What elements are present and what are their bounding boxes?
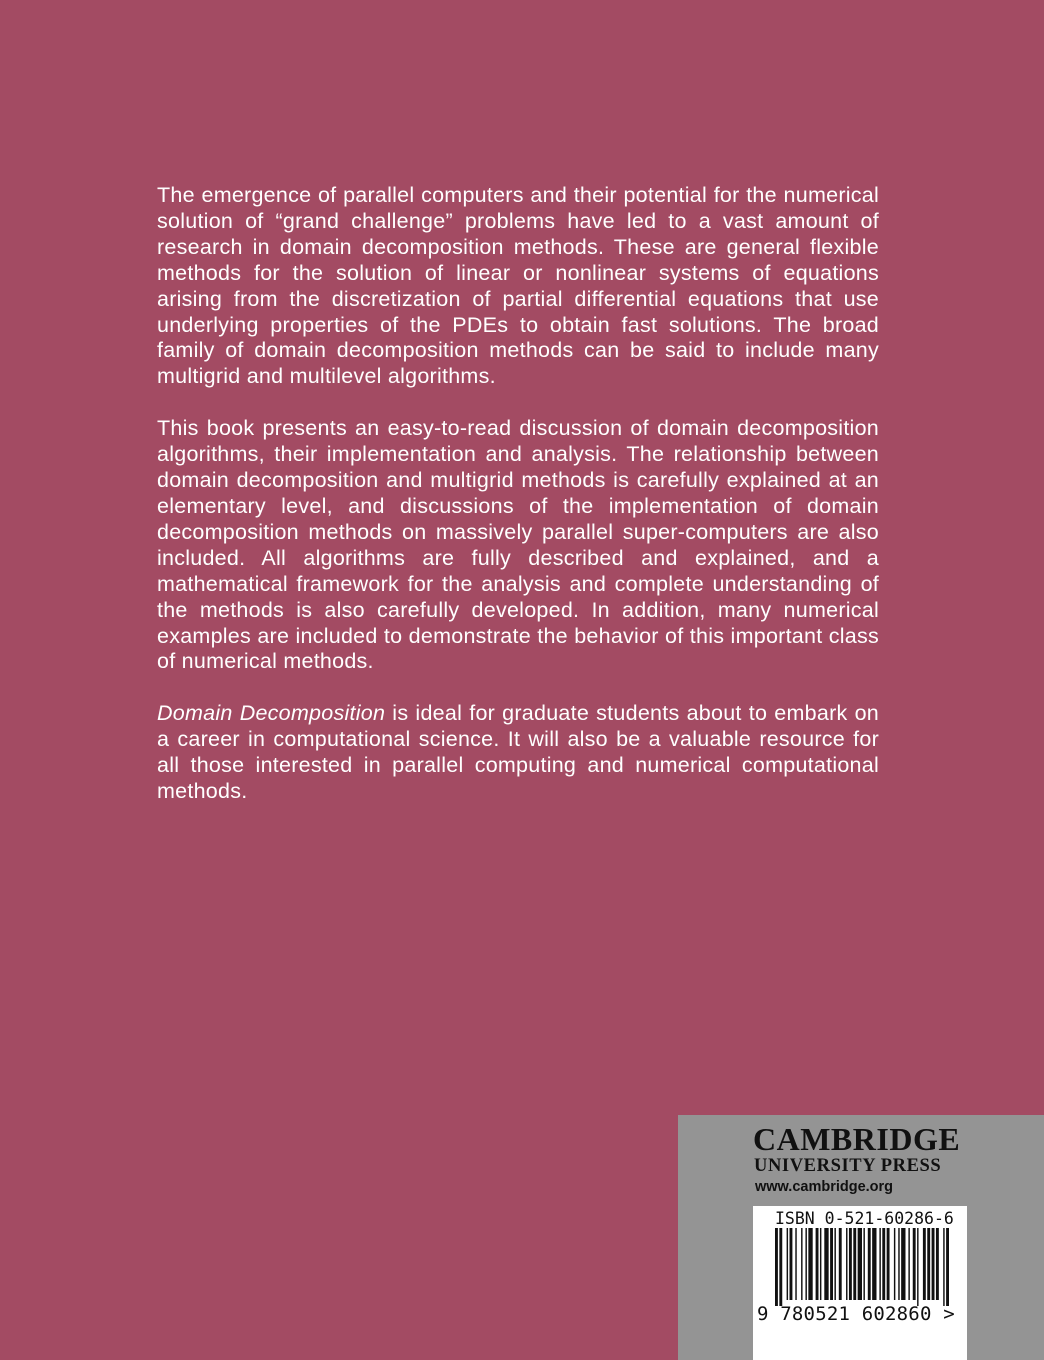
publisher-subtitle: UNIVERSITY PRESS bbox=[754, 1156, 942, 1176]
barcode-bars bbox=[753, 1228, 967, 1306]
barcode-label bbox=[753, 1206, 967, 1360]
barcode-bar bbox=[846, 1228, 847, 1300]
barcode-bar bbox=[849, 1228, 852, 1300]
barcode-bar bbox=[913, 1228, 916, 1300]
barcode-bar bbox=[863, 1228, 864, 1300]
barcode-bar bbox=[779, 1228, 782, 1306]
barcode-bar bbox=[932, 1228, 935, 1300]
barcode-bar bbox=[787, 1228, 788, 1300]
back-cover-blurb bbox=[157, 183, 879, 831]
barcode-bar bbox=[801, 1228, 802, 1300]
ean-digits: 9 780521 602860 > bbox=[757, 1303, 955, 1325]
barcode-bar bbox=[887, 1228, 890, 1300]
barcode-bar bbox=[820, 1228, 821, 1300]
barcode-bar bbox=[795, 1228, 796, 1300]
barcode-bar bbox=[917, 1228, 918, 1306]
isbn-number: ISBN 0-521-60286-6 bbox=[775, 1209, 954, 1228]
barcode-bar bbox=[936, 1228, 939, 1300]
barcode-bar bbox=[853, 1228, 856, 1300]
barcode-bar bbox=[872, 1228, 876, 1300]
barcode-bar bbox=[858, 1228, 862, 1300]
blurb-paragraph-2: This book presents an easy-to-read discussion of domain decomposition algorithms, their implementation and analysis. The relationship between domain decomposition and multigrid methods is carefully explained at an elementary level, and discussions of the implementation of domain decomposition methods on massively parallel super-computers are also included. All algorithms are fully described and explained, and a mathematical framework for the analysis and complete understanding of the methods is also carefully developed. In addition, many numerical examples are included to demonstrate the behavior of this important class of numerical methods. bbox=[157, 416, 879, 674]
barcode-bar bbox=[946, 1228, 949, 1306]
barcode-bar bbox=[879, 1228, 880, 1300]
barcode-bar bbox=[839, 1228, 842, 1300]
barcode-bar bbox=[790, 1228, 793, 1300]
publisher-url: www.cambridge.org bbox=[755, 1179, 894, 1195]
barcode-bar bbox=[927, 1228, 930, 1300]
barcode-bar bbox=[824, 1228, 828, 1300]
barcode-bar bbox=[898, 1228, 899, 1300]
barcode-bar bbox=[775, 1228, 778, 1306]
blurb-paragraph-1: The emergence of parallel computers and their potential for the numerical solution of “grand challenge” problems have led to a vast amount of research in domain decomposition methods. These are general flexible methods for the solution of linear or nonlinear systems of equations arising from the discretization of partial differential equations that use underlying properties of the PDEs to obtain fast solutions. The broad family of domain decomposition methods can be said to include many multigrid and multilevel algorithms. bbox=[157, 183, 879, 389]
publisher-panel bbox=[678, 1115, 1044, 1360]
barcode-bar bbox=[834, 1228, 835, 1300]
barcode-bar bbox=[805, 1228, 806, 1300]
barcode-bar bbox=[908, 1228, 909, 1300]
barcode-bar bbox=[868, 1228, 871, 1300]
barcode-bar bbox=[808, 1228, 812, 1300]
blurb-paragraph-3 bbox=[157, 701, 879, 805]
book-title-italic: Domain Decomposition bbox=[157, 701, 386, 726]
barcode-bar bbox=[923, 1228, 926, 1300]
blurb-paragraph-3-text: is ideal for graduate students about to embark on a career in computational science. It will also be a valuable resource for all those interested in parallel computing and numerical computational methods. bbox=[157, 701, 880, 804]
barcode-bar bbox=[882, 1228, 885, 1300]
barcode-bar bbox=[943, 1228, 944, 1306]
barcode-bar bbox=[830, 1228, 833, 1300]
barcode-bar bbox=[816, 1228, 819, 1300]
barcode-bar bbox=[901, 1228, 905, 1300]
barcode-bar bbox=[894, 1228, 895, 1300]
publisher-name: CAMBRIDGE bbox=[753, 1121, 961, 1157]
